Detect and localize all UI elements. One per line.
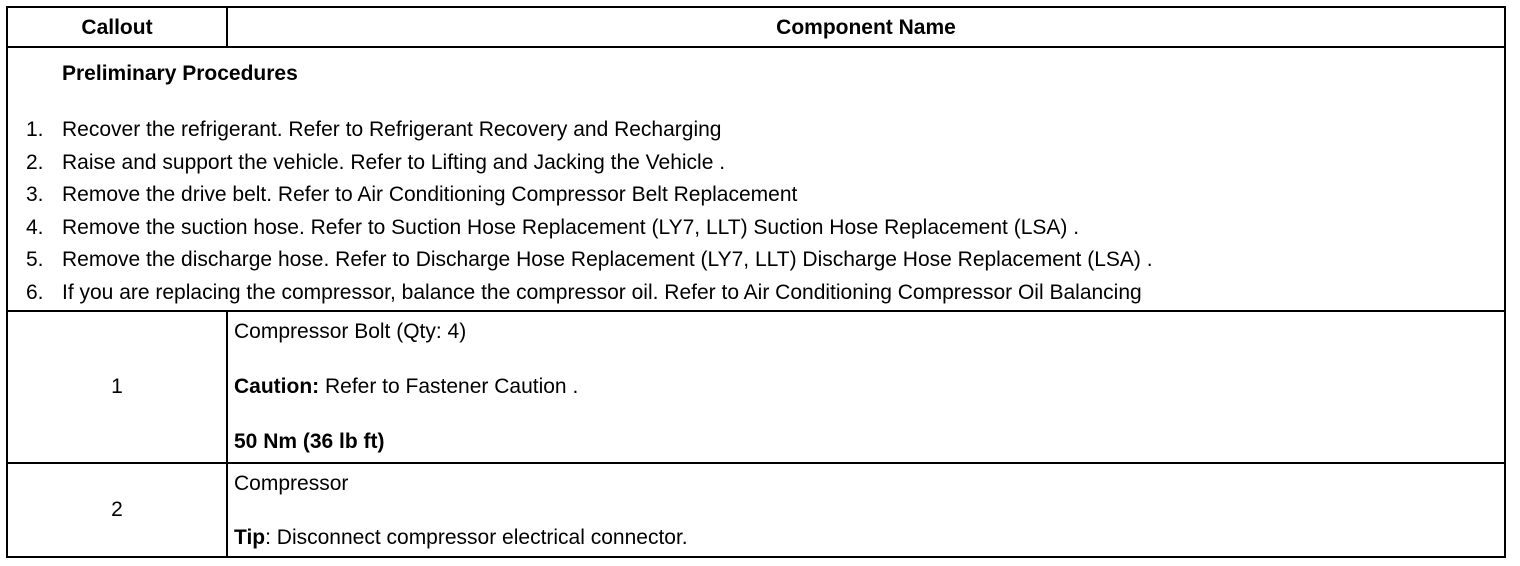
torque-spec: 50 Nm (36 lb ft) bbox=[234, 430, 385, 453]
callout-column-header: Callout bbox=[8, 8, 228, 46]
step-number: 2. bbox=[26, 150, 44, 174]
procedure-table bbox=[6, 6, 1506, 558]
step-text: Remove the drive belt. Refer to Air Conditioning Compressor Belt Replacement bbox=[62, 183, 798, 207]
table-row bbox=[8, 312, 1504, 464]
callout-number: 1 bbox=[8, 312, 228, 462]
step-text: Recover the refrigerant. Refer to Refrigerant Recovery and Recharging bbox=[62, 118, 722, 141]
step-number: 4. bbox=[26, 215, 44, 239]
step-number: 5. bbox=[26, 248, 44, 272]
step-number: 1. bbox=[26, 118, 44, 141]
component-name-column-header: Component Name bbox=[776, 16, 956, 39]
caution-text: Refer to Fastener Caution . bbox=[319, 375, 579, 398]
component-name: Compressor bbox=[234, 472, 349, 495]
caution-note bbox=[234, 375, 578, 399]
table-header-row bbox=[8, 8, 1504, 48]
step-text: Remove the discharge hose. Refer to Discharge Hose Replacement (LY7, LLT) Discharge Hose Replacement (LSA) . bbox=[62, 248, 1153, 272]
step-text: Remove the suction hose. Refer to Suction Hose Replacement (LY7, LLT) Suction Hose Replacement (LSA) . bbox=[62, 215, 1080, 239]
step-text: Raise and support the vehicle. Refer to Lifting and Jacking the Vehicle . bbox=[62, 150, 726, 174]
tip-label: Tip bbox=[234, 526, 266, 549]
component-name: Compressor Bolt (Qty: 4) bbox=[234, 320, 467, 343]
caution-label: Caution: bbox=[234, 375, 320, 398]
table-row bbox=[8, 464, 1504, 556]
step-number: 3. bbox=[26, 183, 44, 207]
callout-number: 2 bbox=[8, 464, 228, 556]
tip-text: : Disconnect compressor electrical connector. bbox=[265, 526, 688, 549]
preliminary-procedures-title: Preliminary Procedures bbox=[62, 62, 298, 85]
step-number: 6. bbox=[26, 280, 44, 304]
step-text: If you are replacing the compressor, balance the compressor oil. Refer to Air Conditioning Compressor Oil Balancing bbox=[62, 280, 1142, 304]
tip-note bbox=[234, 526, 688, 550]
preliminary-procedures-row bbox=[8, 48, 1504, 312]
